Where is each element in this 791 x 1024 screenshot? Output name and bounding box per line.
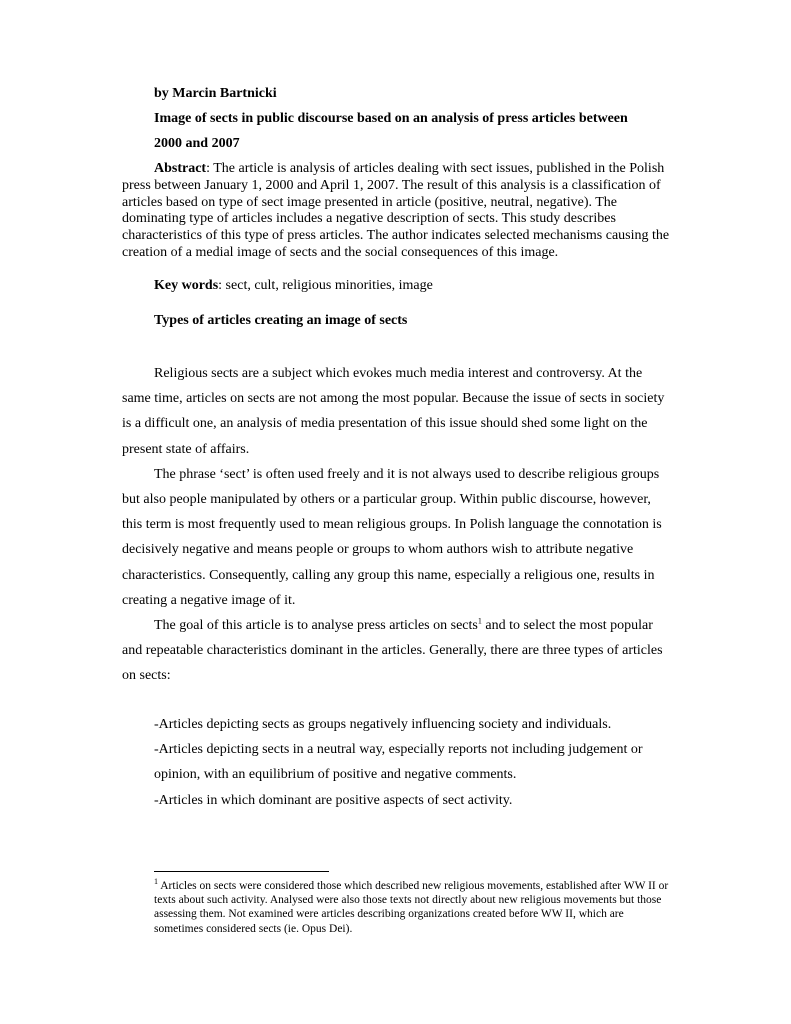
article-types-list xyxy=(154,712,674,813)
paper-title-line-1: Image of sects in public discourse based on an analysis of press articles between xyxy=(154,111,628,126)
paragraph xyxy=(122,613,668,689)
abstract-text: : The article is analysis of articles dealing with sect issues, published in the Polish press between January 1, 2000 and April 1, 2007. The result of this analysis is a classification of articles based on type of sect image presented in article (positive, neutral, negative). The dominating type of articles includes a negative description of sects. This study describes characteristics of this type of press articles. The author indicates selected mechanisms causing the creation of a medial image of sects and the social consequences of this image. xyxy=(122,161,670,260)
section-heading: Types of articles creating an image of sects xyxy=(154,313,408,328)
paragraph: Religious sects are a subject which evokes much media interest and controversy. At the same time, articles on sects are not among the most popular. Because the issue of sects in society is a difficult one, an analysis of media presentation of this issue should shed some light on the present state of affairs. xyxy=(122,366,665,457)
keywords-text: : sect, cult, religious minorities, image xyxy=(218,278,433,293)
body-text xyxy=(122,361,668,689)
paragraph-text: The goal of this article is to analyse press articles on sects xyxy=(154,618,478,634)
keywords xyxy=(154,278,700,294)
footnote-reference: 1 xyxy=(477,616,482,626)
list-item: -Articles depicting sects as groups negatively influencing society and individuals. xyxy=(154,717,612,732)
keywords-label: Key words xyxy=(154,278,219,293)
footnote xyxy=(154,879,674,936)
footnote-mark: 1 xyxy=(154,877,158,887)
paper-title-line-2: 2000 and 2007 xyxy=(154,136,240,151)
footnote-text: Articles on sects were considered those which described new religious movements, established after WW II or texts about such activity. Analysed were also those texts not directly about new religious movements but those assessing them. Not examined were articles describing organizations created before WW II, which are sometimes considered sects (ie. Opus Dei). xyxy=(154,880,669,935)
paragraph-text: and to select the most popular and repeatable characteristics dominant in the articles. Generally, there are three types of articles on sects: xyxy=(122,618,663,684)
list-item: -Articles depicting sects in a neutral way, especially reports not including judgement or opinion, with an equilibrium of positive and negative comments. xyxy=(154,742,643,783)
abstract-label: Abstract xyxy=(154,161,207,176)
author-line: by Marcin Bartnicki xyxy=(154,86,277,101)
abstract xyxy=(122,161,670,262)
list-item: -Articles in which dominant are positive aspects of sect activity. xyxy=(154,792,513,808)
paragraph: The phrase ‘sect’ is often used freely and it is not always used to describe religious groups but also people manipulated by others or a particular group. Within public discourse, however, this term is most frequently used to mean religious groups. In Polish language the connotation is decisively negative and means people or groups to whom authors wish to attribute negative characteristics. Consequently, calling any group this name, especially a religious one, results in creating a negative image of it. xyxy=(122,466,662,608)
footnote-divider xyxy=(154,871,329,872)
